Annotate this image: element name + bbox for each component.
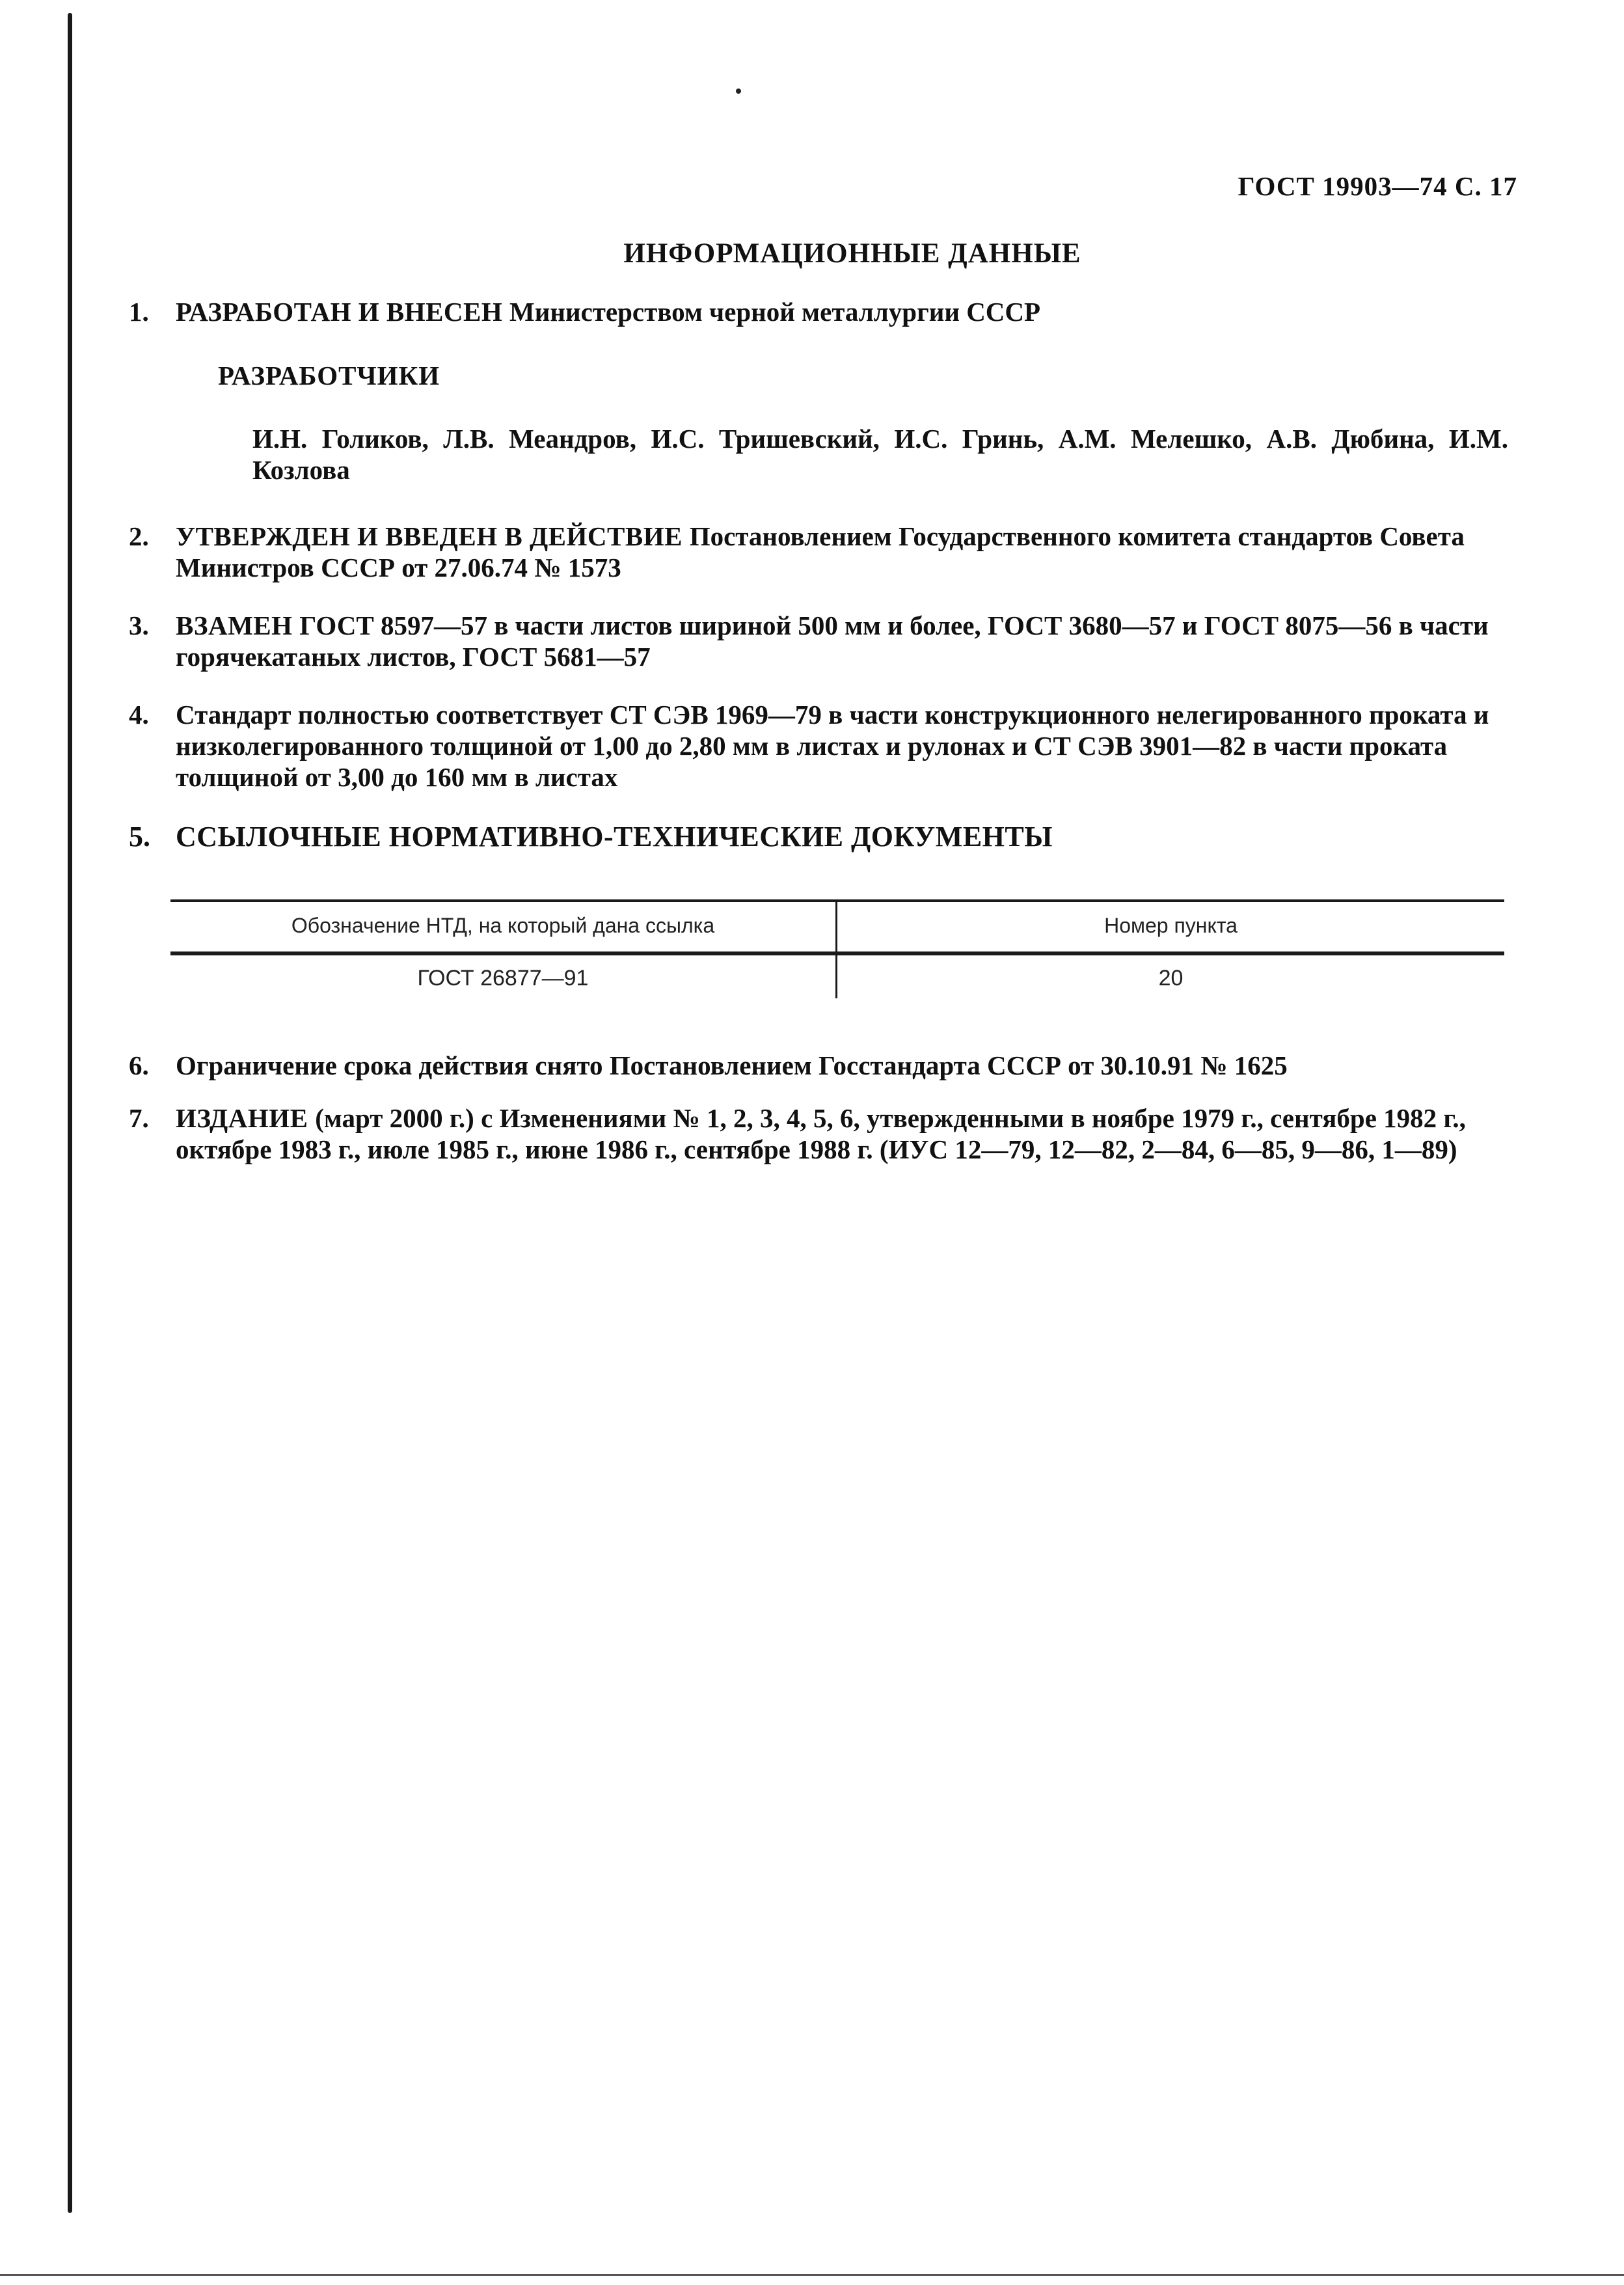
- developers-list: И.Н. Голиков, Л.В. Меандров, И.С. Тришевский, И.С. Гринь, А.М. Мелешко, А.В. Дюбина, И.М. Козлова: [252, 424, 1508, 485]
- info-item-1: [129, 296, 1509, 327]
- item-lead: УТВЕРЖДЕН И ВВЕДЕН В ДЕЙСТВИЕ: [176, 521, 690, 551]
- table-cell-clause: 20: [1158, 966, 1184, 991]
- item-text: Постановлением Государственного комитета стандартов Совета Министров СССР от 27.06.74 № 1573: [176, 521, 1465, 582]
- item-lead: ИЗДАНИЕ: [176, 1103, 316, 1133]
- item-number: 2.: [129, 521, 149, 551]
- speck-mark: [736, 89, 741, 94]
- info-item-6: [129, 1050, 1509, 1081]
- item-text: Ограничение срока действия снято Постановлением Госстандарта СССР от 30.10.91 № 1625: [176, 1050, 1288, 1080]
- scan-bottom-edge: [0, 2274, 1624, 2276]
- info-item-3: [129, 610, 1509, 672]
- item-text: ГОСТ 8597—57 в части листов шириной 500 мм и более, ГОСТ 3680—57 и ГОСТ 8075—56 в части горячекатаных листов, ГОСТ 5681—57: [176, 610, 1489, 672]
- item-number: 1.: [129, 297, 149, 327]
- page-header: ГОСТ 19903—74 С. 17: [1238, 171, 1517, 201]
- item-number: 3.: [129, 610, 149, 640]
- table-header-rule: [170, 951, 1504, 955]
- item-lead: ССЫЛОЧНЫЕ НОРМАТИВНО-ТЕХНИЧЕСКИЕ ДОКУМЕНТЫ: [176, 821, 1053, 853]
- item-lead: ВЗАМЕН: [176, 610, 300, 640]
- table-cell-document: ГОСТ 26877—91: [417, 966, 589, 991]
- item-text: Стандарт полностью соответствует СТ СЭВ 1969—79 в части конструкционного нелегированного проката и низколегированного толщиной от 1,00 до 2,80 мм в листах и рулонах и СТ СЭВ 3901—82 в части проката толщиной от 3,00 до 160 мм в листах: [176, 700, 1489, 792]
- document-title: ИНФОРМАЦИОННЫЕ ДАННЫЕ: [623, 238, 1081, 269]
- table-header-document: Обозначение НТД, на который дана ссылка: [291, 914, 715, 937]
- info-item-5: [129, 821, 1509, 853]
- scan-left-edge: [68, 13, 72, 2213]
- item-number: 7.: [129, 1103, 149, 1133]
- info-item-4: [129, 699, 1509, 793]
- developers-heading: РАЗРАБОТЧИКИ: [218, 361, 440, 390]
- item-text: Министерством черной металлургии СССР: [509, 297, 1041, 327]
- table-header-clause: Номер пункта: [1104, 914, 1238, 937]
- references-table: [170, 899, 1504, 998]
- item-number: 6.: [129, 1050, 149, 1080]
- table-top-rule: [170, 899, 1504, 902]
- item-text: (март 2000 г.) с Изменениями № 1, 2, 3, 4, 5, 6, утвержденными в ноябре 1979 г., сентябре 1982 г., октябре 1983 г., июле 1985 г., июне 1986 г., сентябре 1988 г. (ИУС 12—79, 12—82, 2—84, 6—85, 9—86, 1—89): [176, 1103, 1466, 1164]
- item-number: 4.: [129, 700, 149, 730]
- item-lead: РАЗРАБОТАН И ВНЕСЕН: [176, 297, 510, 327]
- info-item-2: [129, 521, 1509, 583]
- item-number: 5.: [129, 821, 150, 853]
- info-item-7: [129, 1102, 1509, 1165]
